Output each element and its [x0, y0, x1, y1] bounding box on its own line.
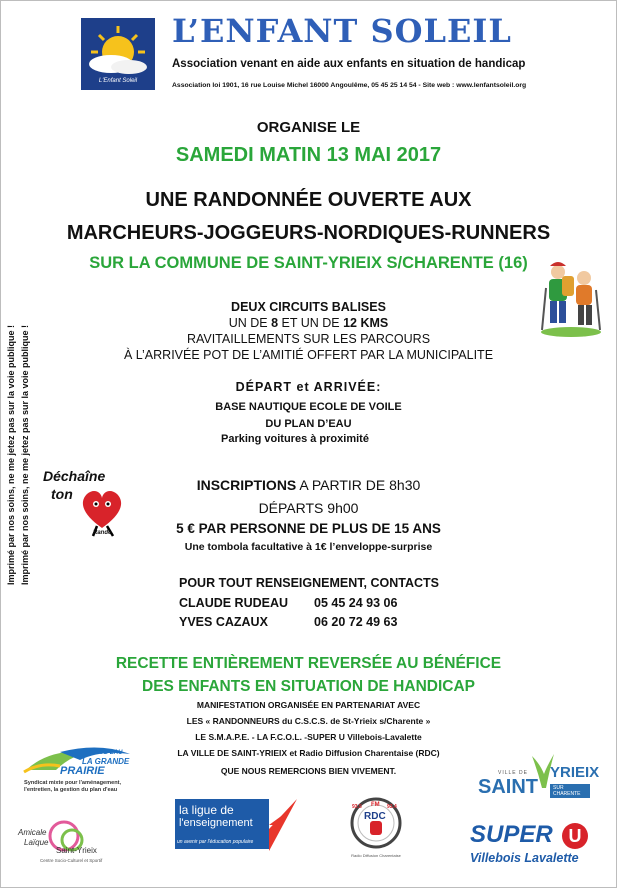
organise-label: ORGANISE LE: [256, 119, 361, 136]
ligue-l1-a: la ligue: [179, 803, 218, 817]
inscriptions-line: [0, 477, 617, 493]
grande-prairie-logo: [20, 744, 150, 808]
contact-name-2: YVES CAZAUX: [179, 615, 268, 629]
circuits-heading: DEUX CIRCUITS BALISES: [231, 300, 386, 314]
rdc-fm: FM: [371, 802, 380, 808]
circuits-ravitaillement: RAVITAILLEMENTS SUR LES PARCOURS: [186, 332, 431, 346]
recette-block: [0, 652, 617, 698]
logo-caption: L'Enfant Soleil: [98, 78, 138, 84]
enfant-soleil-logo: [81, 18, 155, 90]
event-date: SAMEDI MATIN 13 MAI 2017: [175, 144, 442, 166]
dechaine-line1: Déchaîne: [43, 468, 106, 484]
price: 5 € PAR PERSONNE DE PLUS DE 15 ANS: [176, 521, 441, 536]
depart-heading: DÉPART et ARRIVÉE:: [235, 380, 382, 394]
rdc-name: RDC: [364, 811, 386, 822]
prairie-top: PLAN D'EAU: [86, 750, 123, 756]
syrieix-saint: SAINT: [478, 776, 538, 798]
super-u-town: Villebois Lavalette: [470, 851, 579, 865]
side-notice-text-1: Imprimé par nos soins, ne me jetez pas sur la voie publique !: [6, 324, 16, 586]
ligue-l2: l'enseignement: [179, 817, 253, 829]
inscriptions-label: INSCRIPTIONS: [196, 477, 297, 493]
recette-line1: RECETTE ENTIÈREMENT REVERSÉE AU BÉNÉFICE: [115, 655, 502, 672]
event-title-line1: UNE RANDONNÉE OUVERTE AUX: [145, 189, 472, 211]
circuits-distance-short: 8: [271, 316, 279, 330]
circuits-distance-mid: ET UN DE: [278, 316, 344, 330]
partners-line3: LE S.M.A.P.E. - LA F.C.O.L. -SUPER U Villebois-Lavalette: [195, 732, 422, 742]
prairie-desc: Syndicat mixte pour l'aménagement, l'entretien, la gestion du plan d'eau: [24, 780, 122, 793]
depart-parking: Parking voitures à proximité: [221, 433, 369, 445]
depart-line1: BASE NAUTIQUE ECOLE DE VOILE: [215, 401, 402, 413]
dechaine-line2: ton: [51, 486, 73, 502]
tombola: Une tombola facultative à 1€ l’enveloppe-surprise: [184, 541, 433, 553]
prairie-name2: PRAIRIE: [60, 765, 105, 777]
saint-yrieix-logo: [478, 752, 600, 808]
amicale-c: Saint-Yrieix: [56, 846, 97, 855]
syrieix-ville-de: VILLE DE: [498, 770, 528, 776]
prairie-name1: LA GRANDE: [82, 757, 130, 766]
rdc-freq-b: 93.4: [387, 804, 397, 810]
circuits-distance-prefix: UN DE: [228, 316, 272, 330]
rdc-freq-a: 93.5: [352, 804, 362, 810]
contact-phone-2: 06 20 72 49 63: [314, 615, 398, 629]
contact-phone-1: 05 45 24 93 06: [314, 596, 398, 610]
syrieix-sur: SUR CHARENTE: [550, 784, 590, 798]
rdc-caption: Radio Diffusion Charentaise: [351, 853, 401, 858]
amicale-b: Laïque: [24, 838, 49, 847]
event-title-line2: MARCHEURS-JOGGEURS-NORDIQUES-RUNNERS: [66, 222, 551, 244]
super-u-u: U: [562, 823, 588, 849]
super-u-super: SUPER: [470, 821, 553, 848]
event-commune: SUR LA COMMUNE DE SAINT-YRIEIX S/CHARENTE (16): [89, 254, 528, 272]
ligue-l1-b: de: [217, 803, 234, 817]
organization-subtitle: Association venant en aide aux enfants en situation de handicap: [172, 58, 526, 70]
rdc-radio-logo: [342, 795, 410, 865]
super-u-logo: [470, 817, 596, 869]
syrieix-yrieix: YRIEIX: [550, 764, 600, 781]
depart-line2: DU PLAN D’EAU: [265, 418, 352, 430]
recette-line2: DES ENFANTS EN SITUATION DE HANDICAP: [142, 678, 475, 695]
amicale-laique-logo: [18, 816, 146, 866]
departs-time: DÉPARTS 9h00: [258, 500, 359, 516]
organization-address: Association loi 1901, 16 rue Louise Michel 16000 Angoulême, 05 45 25 14 54 - Site web : www.lenfantsoleil.org: [172, 82, 527, 89]
circuits-distance-long: 12 KMS: [343, 316, 389, 330]
contacts-heading: POUR TOUT RENSEIGNEMENT, CONTACTS: [179, 576, 439, 590]
ligue-l1: [179, 803, 234, 817]
partners-line5: QUE NOUS REMERCIONS BIEN VIVEMENT.: [220, 766, 397, 776]
partners-line1: MANIFESTATION ORGANISÉE EN PARTENARIAT AVEC: [196, 700, 421, 710]
circuits-block: [0, 299, 617, 363]
partners-line4: LA VILLE DE SAINT-YRIEIX et Radio Diffusion Charentaise (RDC): [177, 748, 440, 758]
circuits-pot-amitie: À L’ARRIVÉE POT DE L’AMITIÉ OFFERT PAR LA MUNICIPALITE: [123, 348, 494, 362]
amicale-a: Amicale: [18, 828, 47, 837]
side-notice-text-2: Imprimé par nos soins, ne me jetez pas sur la voie publique !: [20, 324, 30, 586]
organization-title: L’ENFANT SOLEIL: [172, 12, 512, 50]
amicale-d: Centre Socio-Culturel et Sportif: [40, 858, 103, 863]
inscriptions-time: A PARTIR DE 8h30: [296, 477, 421, 493]
ligue-l3: un avenir par l'éducation populaire: [177, 839, 254, 845]
dechaine-tag: Rando: [93, 530, 112, 536]
circuits-distances: [0, 315, 617, 331]
ligue-flag-icon: [269, 795, 299, 851]
contact-name-1: CLAUDE RUDEAU: [179, 596, 289, 610]
partners-line2: LES « RANDONNEURS du C.S.C.S. de St-Yrieix s/Charente »: [186, 716, 431, 726]
ligue-enseignement-logo: [175, 795, 299, 855]
